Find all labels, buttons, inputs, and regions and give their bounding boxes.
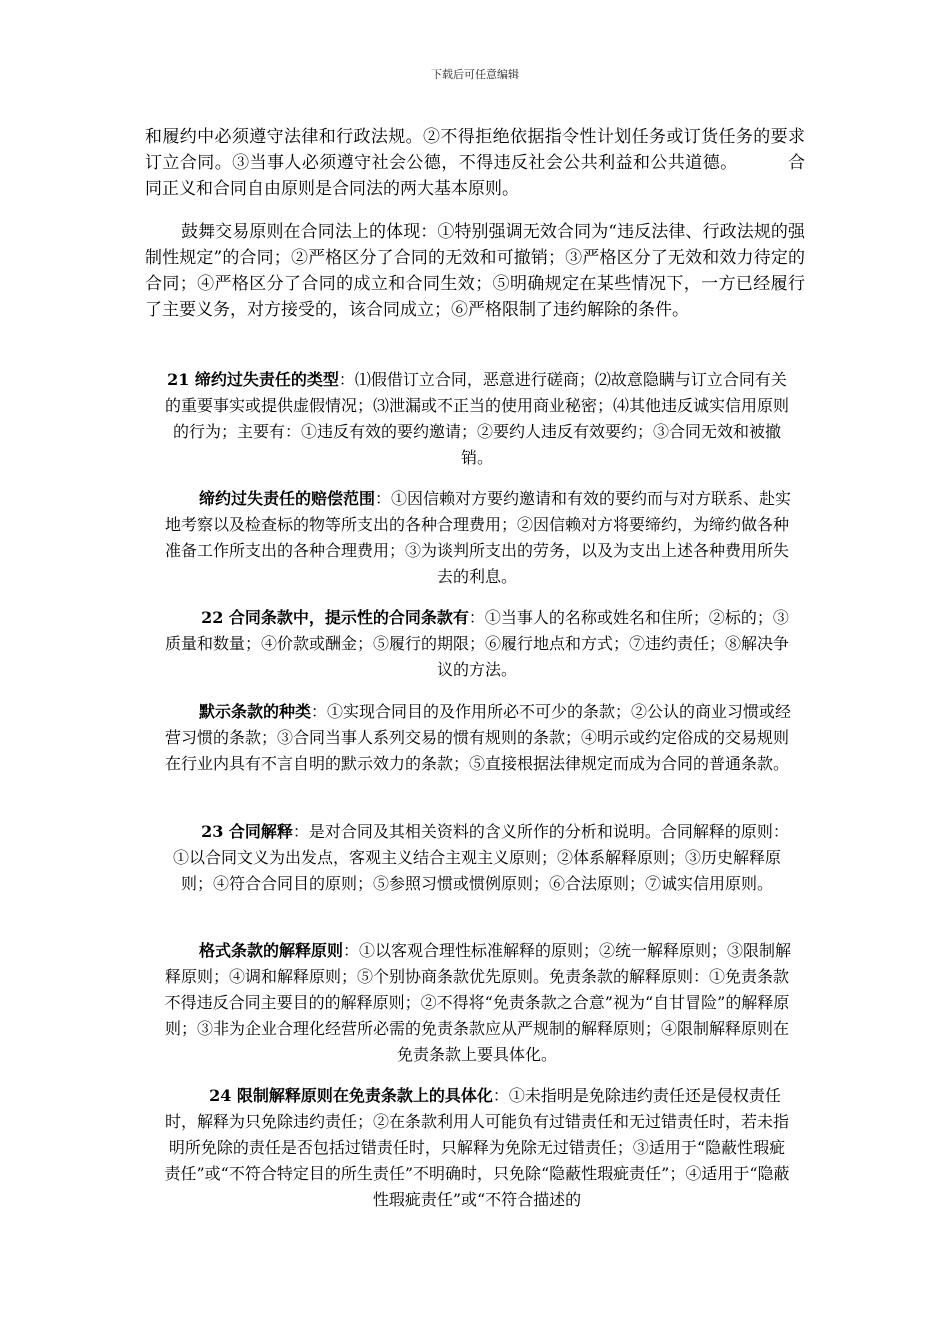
section-heading: 缔约过失责任的赔偿范围: [198, 489, 375, 508]
section-heading: 格式条款的解释原则: [198, 941, 343, 960]
section-22: [162, 605, 792, 683]
section-23: [162, 819, 792, 897]
section-heading: 默示条款的种类: [198, 702, 311, 721]
paragraph-principles-end: [145, 124, 805, 202]
section-body: ：①因信赖对方要约邀请和有效的要约而与对方联系、赴实地考察以及检查标的物等所支出的各种合理费用；②因信赖对方将要缔约，为缔约做各种准备工作所支出的各种合理费用；③为谈判所支出的劳务，以及为支出上述各种费用所失去的利息。: [164, 489, 792, 586]
section-heading: 24 限制解释原则在免责条款上的具体化: [209, 1086, 493, 1105]
paragraph-encourage-trade: 鼓舞交易原则在合同法上的体现：①特别强调无效合同为“违反法律、行政法规的强制性规定”的合同；②严格区分了合同的无效和可撤销；③严格区分了无效和效力待定的合同；④严格区分了合同的成立和合同生效；⑤明确规定在某些情况下，一方已经履行了主要义务，对方接受的，该合同成立；⑥严格限制了违约解除的条件。: [145, 222, 805, 320]
section-23-standard-terms: [162, 938, 792, 1068]
section-21-compensation: [162, 486, 792, 590]
section-heading: 21 缔约过失责任的类型: [167, 370, 339, 389]
section-body: ：是对合同及其相关资料的含义所作的分析和说明。合同解释的原则：①以合同文义为出发点，客观主义结合主观主义原则；②体系解释原则；③历史解释原则；④符合合同目的原则；⑤参照习惯或惯例原则；⑥合法原则；⑦诚实信用原则。: [172, 822, 789, 893]
section-body: ：①实现合同目的及作用所必不可少的条款；②公认的商业习惯或经营习惯的条款；③合同当事人系列交易的惯有规则的条款；④明示或约定俗成的交易规则在行业内具有不言自明的默示效力的条款；⑤直接根据法律规定而成为合同的普通条款。: [164, 702, 792, 773]
page-header: 下载后可任意编辑: [431, 68, 519, 81]
section-body: ：①当事人的名称或姓名和住所；②标的；③质量和数量；④价款或酬金；⑤履行的期限；⑥履行地点和方式；⑦违约责任；⑧解决争议的方法。: [164, 608, 789, 679]
paragraph-text: 和履约中必须遵守法律和行政法规。②不得拒绝依据指令性计划任务或订货任务的要求订立合同。③当事人必须遵守社会公德，不得违反社会公共利益和公共道德。: [145, 127, 805, 173]
section-body: ：①以客观合理性标准解释的原则；②统一解释原则；③限制解释原则；④调和解释原则；⑤个别协商条款优先原则。免责条款的解释原则：①免责条款不得违反合同主要目的的解释原则；②不得将“免责条款之合意”视为“自甘冒险”的解释原则；③非为企业合理化经营所必需的免责条款应从严规制的解释原则；④限制解释原则在免责条款上要具体化。: [164, 941, 792, 1064]
paragraph-text: 合同正义和合同自由原则是合同法的两大基本原则。: [145, 153, 806, 199]
section-body: ：①未指明是免除违约责任还是侵权责任时，解释为只免除违约责任；②在条款利用人可能负有过错责任和无过错责任时，若未指明所免除的责任是否包括过错责任时，只解释为免除无过错责任；③适用于“隐蔽性瑕疵责任”或“不符合特定目的所生责任”不明确时，只免除“隐蔽性瑕疵责任”；④适用于“隐蔽性瑕疵责任”或“不符合描述的: [164, 1086, 790, 1209]
section-22-implied-terms: [162, 699, 792, 777]
section-body: ：⑴假借订立合同，恶意进行磋商；⑵故意隐瞒与订立合同有关的重要事实或提供虚假情况；⑶泄漏或不正当的使用商业秘密；⑷其他违反诚实信用原则的行为；主要有：①违反有效的要约邀请；②要约人违反有效要约；③合同无效和被撤销。: [164, 370, 789, 467]
section-24: [162, 1083, 792, 1213]
section-21: [162, 367, 792, 471]
section-heading: 22 合同条款中，提示性的合同条款有: [201, 608, 469, 627]
section-heading: 23 合同解释: [201, 822, 293, 841]
